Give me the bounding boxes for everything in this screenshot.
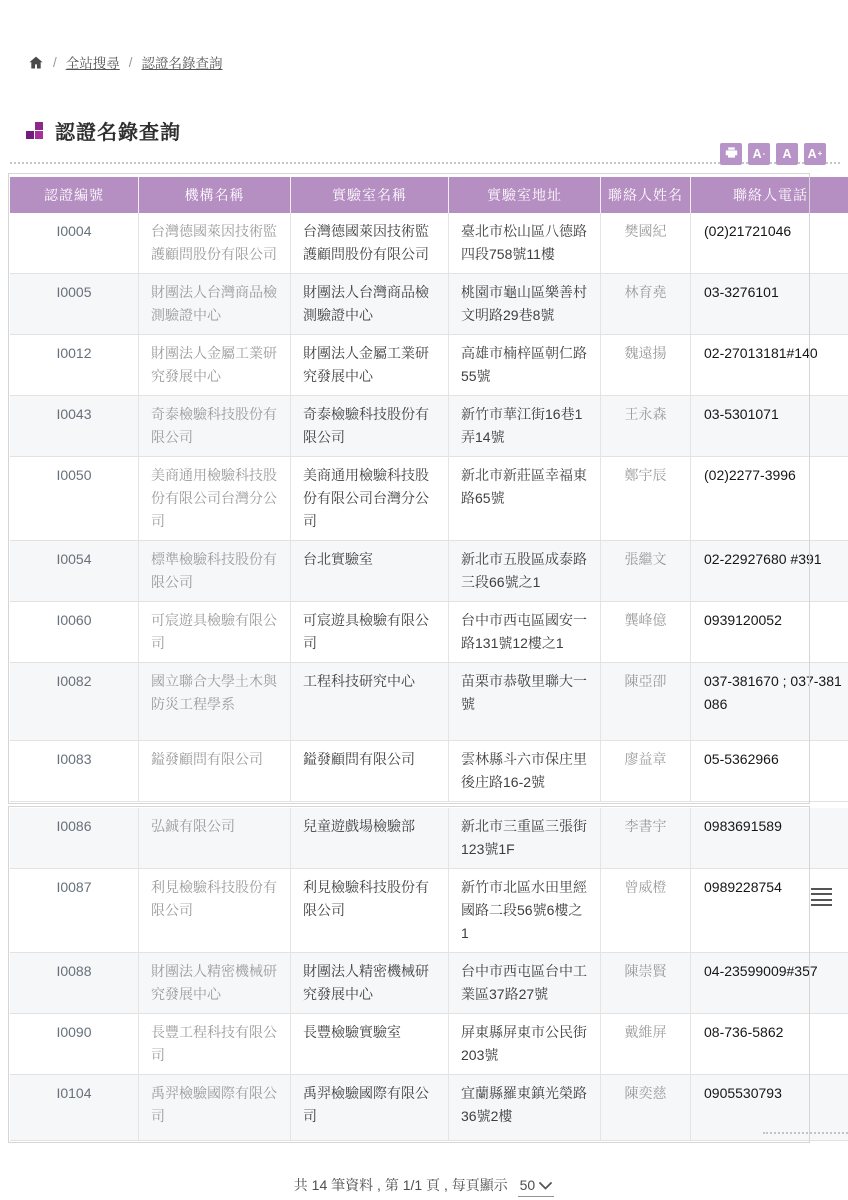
font-decrease-sup: -	[762, 149, 766, 158]
cell-org: 財團法人精密機械研究發展中心	[138, 953, 290, 1013]
font-increase-sup: +	[817, 149, 823, 158]
cell-id: I0060	[56, 612, 92, 628]
table-row	[10, 396, 848, 457]
cert-table	[8, 173, 848, 1143]
cell-id: I0082	[56, 673, 92, 689]
cell-phone: 0939120052	[690, 602, 848, 662]
dotted-border-artifact	[763, 1132, 848, 1134]
page-title: 認證名錄查詢	[55, 122, 181, 144]
cell-org: 奇泰檢驗科技股份有限公司	[138, 396, 290, 456]
cell-addr: 雲林縣斗六市保庄里後庄路16-2號	[448, 741, 600, 801]
cell-id: I0083	[56, 751, 92, 767]
breadcrumb	[28, 52, 848, 72]
cell-org: 禹羿檢驗國際有限公司	[138, 1075, 290, 1140]
table-row	[10, 457, 848, 541]
cell-contact: 魏遠揚	[600, 335, 690, 395]
cell-lab: 財團法人金屬工業研究發展中心	[290, 335, 448, 395]
cell-lab: 鎰發顧問有限公司	[290, 741, 448, 801]
cell-id: I0088	[56, 963, 92, 979]
cell-org: 國立聯合大學土木與防災工程學系	[138, 663, 290, 740]
cell-phone: 037-381670 ; 037-381086	[690, 663, 848, 740]
cell-phone: 03-3276101	[690, 274, 848, 334]
cell-org: 財團法人台灣商品檢測驗證中心	[138, 274, 290, 334]
cell-phone: (02)2277-3996	[690, 457, 848, 540]
cell-id: I0050	[56, 467, 92, 483]
chevron-down-icon	[539, 1180, 552, 1190]
cell-org: 標準檢驗科技股份有限公司	[138, 541, 290, 601]
cell-org: 弘鋮有限公司	[138, 808, 290, 868]
cell-lab: 財團法人精密機械研究發展中心	[290, 953, 448, 1013]
floating-menu-button[interactable]	[811, 888, 832, 906]
column-header-phone: 聯絡人電話	[690, 177, 848, 213]
cell-lab: 工程科技研究中心	[290, 663, 448, 740]
cell-org: 美商通用檢驗科技股份有限公司台灣分公司	[138, 457, 290, 540]
table-row	[10, 741, 848, 802]
table-row	[10, 274, 848, 335]
cell-contact: 鄭宇辰	[600, 457, 690, 540]
cell-contact: 林育堯	[600, 274, 690, 334]
cell-org: 台灣德國萊因技術監護顧問股份有限公司	[138, 213, 290, 273]
cell-lab: 利見檢驗科技股份有限公司	[290, 869, 448, 952]
cell-contact: 陳奕慈	[600, 1075, 690, 1140]
table-row	[10, 335, 848, 396]
breadcrumb-separator: /	[53, 54, 57, 70]
table-row	[10, 663, 848, 741]
title-blocks-icon	[26, 122, 44, 140]
table-row	[10, 953, 848, 1014]
cell-id: I0086	[56, 818, 92, 834]
cell-id: I0054	[56, 551, 92, 567]
cell-addr: 桃園市龜山區樂善村文明路29巷8號	[448, 274, 600, 334]
cell-addr: 台中市西屯區台中工業區37路27號	[448, 953, 600, 1013]
breadcrumb-separator: /	[128, 54, 133, 70]
cell-contact: 曾威橙	[600, 869, 690, 952]
per-page-select[interactable]	[518, 1177, 555, 1197]
per-page-value: 50	[519, 1177, 536, 1193]
cell-contact: 樊國紀	[600, 213, 690, 273]
cell-lab: 兒童遊戲場檢驗部	[290, 808, 448, 868]
font-size-increase-button[interactable]	[804, 143, 826, 165]
cell-id: I0087	[56, 879, 92, 895]
cell-lab: 美商通用檢驗科技股份有限公司台灣分公司	[290, 457, 448, 540]
cell-lab: 可宸遊具檢驗有限公司	[290, 602, 448, 662]
cell-addr: 新北市三重區三張街123號1F	[448, 808, 600, 868]
font-default-label: A	[782, 146, 792, 161]
cell-phone: 05-5362966	[690, 741, 848, 801]
font-increase-label: A	[807, 146, 817, 161]
cell-id: I0005	[56, 284, 92, 300]
cell-addr: 新竹市北區水田里經國路二段56號6樓之1	[448, 869, 600, 952]
cell-phone: 0983691589	[690, 808, 848, 868]
page-title-row	[26, 116, 848, 145]
table-row	[10, 1075, 848, 1141]
table-row	[10, 808, 848, 869]
cell-contact: 張繼文	[600, 541, 690, 601]
cell-lab: 台北實驗室	[290, 541, 448, 601]
font-decrease-label: A	[752, 146, 762, 161]
cell-lab: 禹羿檢驗國際有限公司	[290, 1075, 448, 1140]
result-summary: 共 14 筆資料 , 第 1/1 頁 , 每頁顯示	[293, 1177, 508, 1193]
cell-id: I0090	[56, 1024, 92, 1040]
cell-lab: 台灣德國萊因技術監護顧問股份有限公司	[290, 213, 448, 273]
cell-org: 利見檢驗科技股份有限公司	[138, 869, 290, 952]
cell-phone: 0905530793	[690, 1075, 848, 1140]
breadcrumb-link-site-search[interactable]: 全站搜尋	[65, 56, 120, 71]
cell-org: 財團法人金屬工業研究發展中心	[138, 335, 290, 395]
column-header-contact: 聯絡人姓名	[600, 177, 690, 213]
cell-addr: 新北市新莊區幸福東路65號	[448, 457, 600, 540]
table-section-2	[8, 806, 818, 1143]
cell-contact: 王永森	[600, 396, 690, 456]
cell-id: I0043	[56, 406, 92, 422]
cell-addr: 苗栗市恭敬里聯大一號	[448, 663, 600, 740]
cell-addr: 新北市五股區成泰路三段66號之1	[448, 541, 600, 601]
table-section-1	[8, 173, 842, 804]
cell-addr: 臺北市松山區八德路四段758號11樓	[448, 213, 600, 273]
column-header-id: 認證編號	[44, 187, 104, 203]
cell-phone: 08-736-5862	[690, 1014, 848, 1074]
table-header-row	[10, 177, 848, 213]
font-size-decrease-button[interactable]	[748, 143, 770, 165]
breadcrumb-home-link[interactable]	[28, 55, 44, 70]
breadcrumb-link-cert-directory[interactable]: 認證名錄查詢	[141, 56, 223, 71]
print-button[interactable]	[720, 143, 742, 165]
cell-addr: 屏東縣屏東市公民街203號	[448, 1014, 600, 1074]
cell-lab: 財團法人台灣商品檢測驗證中心	[290, 274, 448, 334]
cell-contact: 陳崇賢	[600, 953, 690, 1013]
cell-phone: 04-23599009#357	[690, 953, 848, 1013]
table-row	[10, 213, 848, 274]
column-header-lab: 實驗室名稱	[290, 177, 448, 213]
cell-phone: 0989228754	[690, 869, 848, 952]
cell-org: 可宸遊具檢驗有限公司	[138, 602, 290, 662]
font-size-default-button[interactable]	[776, 143, 798, 165]
cell-contact: 陳亞卲	[600, 663, 690, 740]
cell-contact: 李書宇	[600, 808, 690, 868]
table-row	[10, 869, 848, 953]
table-row	[10, 1014, 848, 1075]
cell-lab: 奇泰檢驗科技股份有限公司	[290, 396, 448, 456]
column-header-org: 機構名稱	[138, 177, 290, 213]
cell-contact: 廖益章	[600, 741, 690, 801]
cell-org: 鎰發顧問有限公司	[138, 741, 290, 801]
cell-addr: 宜蘭縣羅東鎮光榮路36號2樓	[448, 1075, 600, 1140]
cell-contact: 戴維屏	[600, 1014, 690, 1074]
cell-phone: 02-22927680 #391	[690, 541, 848, 601]
cell-phone: (02)21721046	[690, 213, 848, 273]
cell-id: I0012	[56, 345, 92, 361]
title-divider	[10, 162, 840, 164]
pagination-bar	[0, 1175, 848, 1197]
cell-addr: 台中市西屯區國安一路131號12樓之1	[448, 602, 600, 662]
table-row	[10, 541, 848, 602]
table-row	[10, 602, 848, 663]
cell-addr: 新竹市華江街16巷1弄14號	[448, 396, 600, 456]
cell-lab: 長豐檢驗實驗室	[290, 1014, 448, 1074]
cell-org: 長豐工程科技有限公司	[138, 1014, 290, 1074]
printer-icon	[725, 146, 738, 162]
cell-addr: 高雄市楠梓區朝仁路55號	[448, 335, 600, 395]
column-header-addr: 實驗室地址	[448, 177, 600, 213]
toolbar	[720, 143, 826, 165]
home-icon	[28, 55, 44, 70]
cell-id: I0004	[56, 223, 92, 239]
cell-contact: 龔峰億	[600, 602, 690, 662]
cell-phone: 02-27013181#140	[690, 335, 848, 395]
cell-phone: 03-5301071	[690, 396, 848, 456]
cell-id: I0104	[56, 1085, 92, 1101]
